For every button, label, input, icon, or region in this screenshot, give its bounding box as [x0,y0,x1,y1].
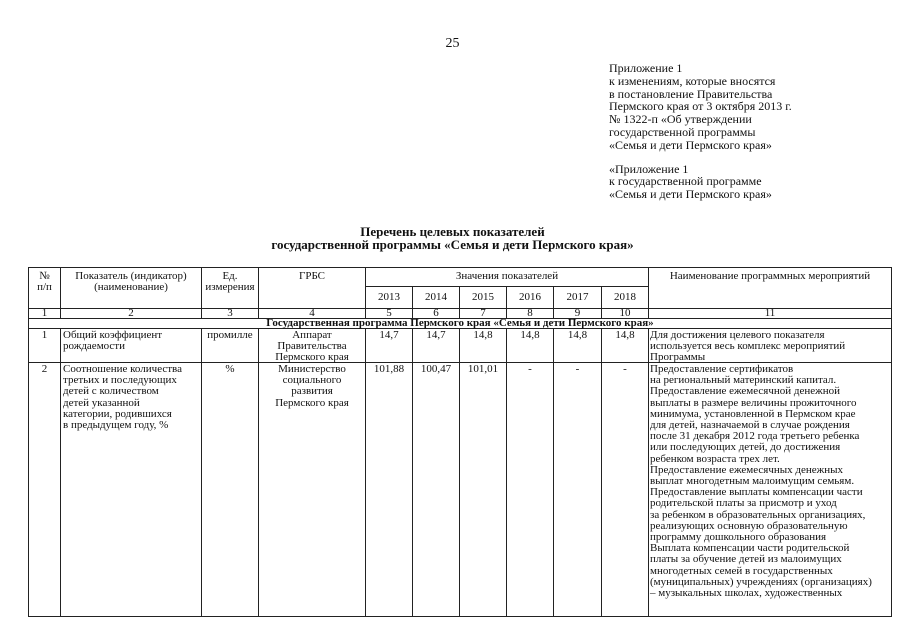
value-2017: - [575,363,580,375]
value-2014: 100,47 [420,363,452,375]
page-number: 25 [445,36,460,51]
header-num: № п/п [37,270,52,294]
header-unit: Ед. измерения [205,270,255,294]
header-year: 2015 [472,291,494,303]
column-number: 6 [433,307,439,319]
value-2013: 101,88 [373,363,405,375]
indicator-name: Соотношение количества третьих и последующих детей с количеством детей указанной категории, родившихся в предыдущем году, % [63,363,182,432]
table-border [28,267,892,268]
table-border [648,328,649,616]
header-year: 2014 [425,291,447,303]
original-appendix-line: «Семья и дети Пермского края» [609,187,772,202]
header-year: 2018 [614,291,636,303]
appendix-line: Пермского края от 3 октября 2013 г. [609,99,792,114]
column-number: 11 [764,307,776,319]
appendix-line: в постановление Правительства [609,86,773,101]
program-row: Государственная программа Пермского края «Семья и дети Пермского края» [266,317,654,329]
value-2018: 14,8 [615,329,635,341]
grbs: Министерство социального развития Пермского края [275,363,349,409]
header-measures: Наименование программных мероприятий [669,270,871,282]
header-year: 2013 [378,291,400,303]
table-border [28,616,892,617]
value-2016: - [528,363,532,375]
document-title [0,225,905,251]
row-number: 2 [41,363,48,375]
column-number: 1 [41,307,48,319]
header-year: 2017 [566,291,589,303]
value-2017: 14,8 [567,329,588,341]
value-2014: 14,7 [426,329,446,341]
row-number: 1 [41,329,48,341]
header-grbs: ГРБС [298,270,326,282]
value-2016: 14,8 [520,329,540,341]
column-number: 3 [227,307,233,319]
header-indicator: Показатель (индикатор) (наименование) [75,270,187,294]
unit: промилле [207,329,253,341]
value-2018: - [623,363,627,375]
appendix-line: государственной программы [609,124,756,139]
value-2015: 14,8 [473,329,493,341]
value-2013: 14,7 [379,329,399,341]
appendix-line: Приложение 1 [609,61,683,75]
appendix-line: № 1322-п «Об утверждении [609,112,752,127]
indicator-name: Общий коэффициент рождаемости [63,329,163,353]
header-values: Значения показателей [455,270,559,282]
grbs: Аппарат Правительства Пермского края [275,329,349,364]
column-number: 8 [527,307,533,319]
program-measures: Для достижения целевого показателя используется весь комплекс мероприятий Программы [650,329,846,364]
column-number: 2 [128,307,134,319]
appendix-note [609,62,792,201]
header-year: 2016 [519,291,541,303]
appendix-line: к изменениям, которые вносятся [609,73,776,88]
column-number: 9 [574,307,581,319]
appendix-line: «Семья и дети Пермского края» [609,137,772,152]
unit: % [225,363,235,375]
original-appendix-line: к государственной программе [609,174,762,189]
program-measures: Предоставление сертификатов на региональный материнский капитал. Предоставление ежемесячной денежной выплаты в размере величины прожиточного минимума, установленной в Пермском крае для детей, назначаемой в случае рождения после 31 декабря 2012 года третьего ребенка или последующих детей, до достижения ребенком возраста трех лет. Предоставление ежемесячных денежных выплат многодетным малоимущим семьям. Предоставление выплаты компенсации части родительской платы за присмотр и уход за ребенком в образовательных организациях, реализующих основную образовательную программу дошкольного образования Выплата компенсации части родительской платы за обучение детей из малоимущих многодетных семей в государственных (муниципальных) учреждениях (организациях) – музыкальных школах, художественных [650,363,872,600]
column-number: 7 [480,307,486,319]
title-line-2: государственной программы «Семья и дети Пермского края» [271,237,634,252]
column-number: 5 [386,307,392,319]
column-number: 4 [309,307,315,319]
table-border [891,267,892,616]
title-line-1: Перечень целевых показателей [360,224,545,239]
value-2015: 101,01 [467,363,499,375]
table-border [60,328,61,616]
column-number: 10 [619,307,631,319]
original-appendix-line: «Приложение 1 [609,161,689,176]
